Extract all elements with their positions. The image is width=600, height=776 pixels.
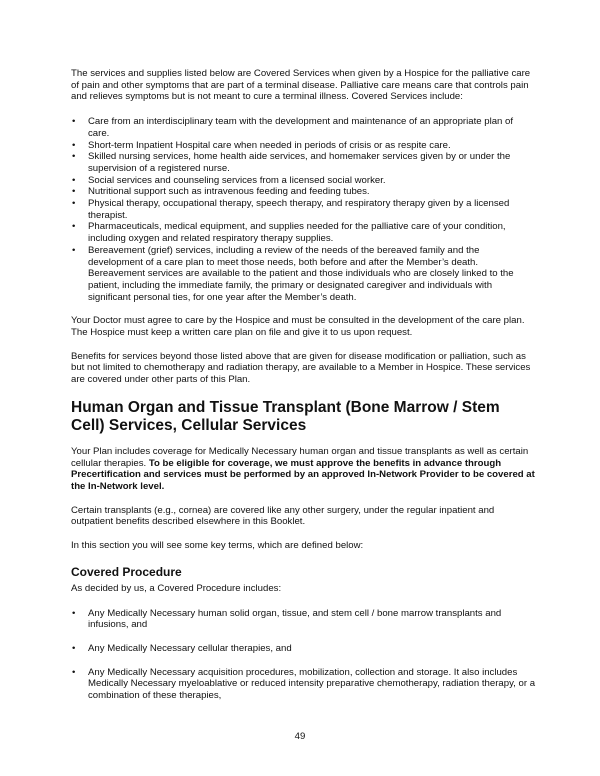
bullet-icon: • [72,244,76,256]
hospice-services-list [71,116,536,303]
bullet-icon: • [72,139,76,151]
bullet-icon: • [72,186,76,198]
list-item: • Pharmaceuticals, medical equipment, and supplies needed for the palliative care of your condition, including oxygen and related respiratory therapy supplies. [72,221,506,245]
bullet-icon: • [72,666,76,678]
list-item: • Any Medically Necessary cellular therapies, and [72,642,292,654]
bullet-icon: • [72,221,76,233]
doctor-paragraph: Your Doctor must agree to care by the Hospice and must be consulted in the development of the care plan. The Hospice must keep a written care plan on file and give it to us upon request. [71,315,525,339]
precertification-requirement: To be eligible for coverage, we must approve the benefits in advance through Precertification and services must be performed by an approved In-Network Provider to be covered at the In-Network level. [71,457,535,492]
transplant-intro-text: Your Plan includes coverage for Medically Necessary human organ and tissue transplants as well as certain cellular therapies. [71,445,529,469]
transplant-section-heading: Human Organ and Tissue Transplant (Bone Marrow / Stem Cell) Services, Cellular Services [71,398,500,435]
bullet-icon: • [72,198,76,210]
bullet-icon: • [72,151,76,163]
page-number: 49 [294,731,306,742]
list-item: • Bereavement (grief) services, including a review of the needs of the bereaved family and the development of a care plan to meet those needs, both before and after the Member’s death. Bereavement services are available to the patient and those individuals who are closely linked to the patient, including the immediate family, the primary or designated caregiver and individuals with significant personal ties, for one year after the Member’s death. [72,244,514,303]
benefits-paragraph: Benefits for services beyond those listed above that are given for disease modification or palliation, such as but not limited to chemotherapy and radiation therapy, are available to a Member in Hospice. These services are covered under other parts of this Plan. [71,350,531,386]
covered-procedure-list [71,608,536,702]
list-item: • Any Medically Necessary human solid organ, tissue, and stem cell / bone marrow transplants and infusions, and [72,607,502,631]
list-item: • Care from an interdisciplinary team with the development and maintenance of an appropriate plan of care. [72,116,514,139]
bullet-icon: • [72,642,76,654]
list-item: • Skilled nursing services, home health aide services, and homemaker services given by or under the supervision of a registered nurse. [72,151,511,174]
bullet-icon: • [72,607,76,619]
bullet-icon: • [72,174,76,186]
list-item: • Social services and counseling services from a licensed social worker. [72,174,386,186]
certain-transplants-paragraph: Certain transplants (e.g., cornea) are covered like any other surgery, under the regular inpatient and outpatient benefits described elsewhere in this Booklet. [71,504,495,528]
transplant-intro [71,446,536,493]
list-item: • Short-term Inpatient Hospital care when needed in periods of crisis or as respite care. [72,139,451,151]
page-content [71,68,536,714]
covered-procedure-heading: Covered Procedure [71,564,182,579]
list-item: • Any Medically Necessary acquisition procedures, mobilization, collection and storage. It also includes Medically Necessary myeloablative or reduced intensity preparative chemotherapy, radiation therapy, or a combination of these therapies, [72,666,536,702]
list-item: • Nutritional support such as intravenous feeding and feeding tubes. [72,186,370,198]
key-terms-paragraph: In this section you will see some key terms, which are defined below: [71,540,364,552]
bullet-icon: • [72,116,76,128]
covered-procedure-intro: As decided by us, a Covered Procedure includes: [71,582,282,594]
list-item: • Physical therapy, occupational therapy, speech therapy, and respiratory therapy given by a licensed therapist. [72,198,510,221]
hospice-intro: The services and supplies listed below are Covered Services when given by a Hospice for the palliative care of pain and other symptoms that are part of a terminal disease. Palliative care means care that controls pain and relieves symptoms but is not meant to cure a terminal illness. Covered Services include: [71,68,531,103]
